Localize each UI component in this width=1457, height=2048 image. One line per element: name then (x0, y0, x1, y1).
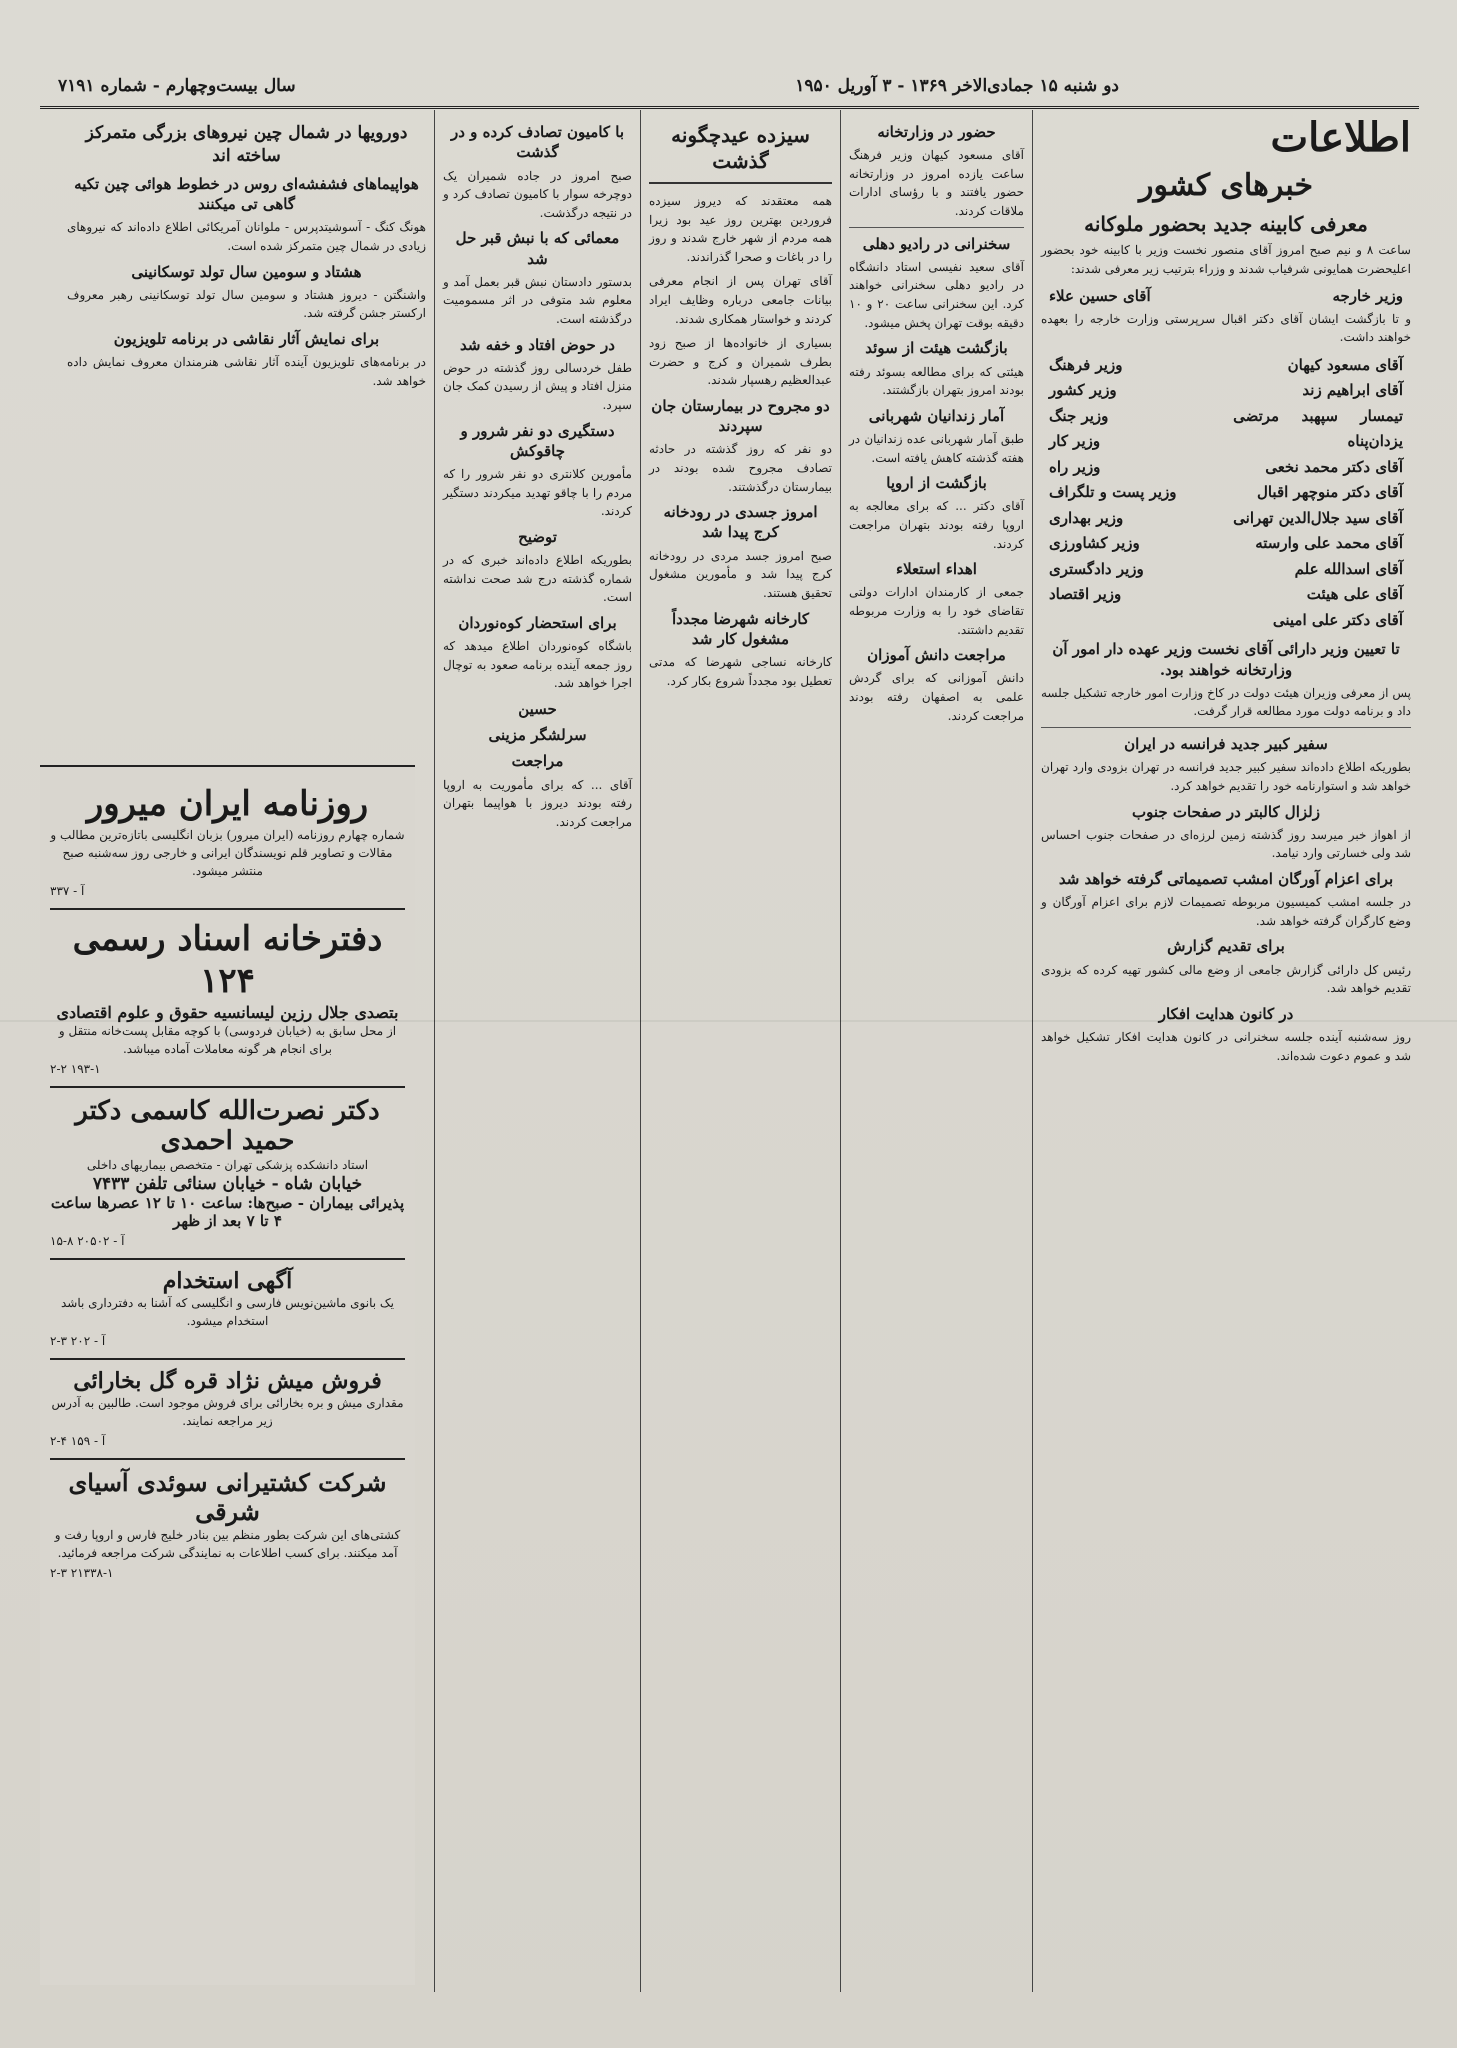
headline-sizdah: سیزده عیدچگونه گذشت (671, 123, 810, 173)
ad-title: روزنامه ایران میرور (86, 784, 369, 824)
cabinet-name: تیمسار سپهبد مرتضی یزدان‌پناه (1233, 406, 1403, 451)
article-paragraph: رئیس کل دارائی گزارش جامعی از وضع مالی کشور تهیه کرده که بزودی تقدیم خواهد شد. (1041, 962, 1411, 996)
ad-subtitle: بتصدی جلال رزین لیسانسیه حقوق و علوم اقتصادی (56, 1002, 399, 1022)
ad-title: دکتر نصرت‌الله کاسمی دکتر حمید احمدی (75, 1095, 380, 1156)
article-paragraph: آقای مسعود کیهان وزیر فرهنگ ساعت یازده امروز در وزارتخانه حضور یافتند و با رؤسای ادارات ملاقات کردند. (849, 148, 1024, 219)
column-country-news (1032, 110, 1419, 1992)
ad-code: آ - ۱۵۹ ۴-۲ (50, 1433, 106, 1448)
ad-address: خیابان شاه - خیابان سنائی تلفن ۷۴۳۳ (92, 1173, 363, 1194)
headline-china: دورویها در شمال چین نیروهای بزرگی متمرکز ساخته اند (85, 123, 408, 166)
article-paragraph: باشگاه کوه‌نوردان اطلاع میدهد که روز جمعه آینده برنامه صعود به توچال اجرا خواهد شد. (443, 639, 632, 691)
article-paragraph: صبح امروز در جاده شمیران یک دوچرخه سوار با کامیون تصادف کرد و در نتیجه درگذشت. (443, 168, 632, 220)
headline: توضیح (518, 527, 557, 546)
cabinet-posts (1049, 353, 1219, 634)
article-paragraph: و تا بازگشت ایشان آقای دکتر اقبال سرپرستی وزارت خارجه را بعهده خواهند داشت. (1041, 311, 1411, 345)
subheadline-china: هواپیماهای فشفشه‌ای روس در خطوط هوائی چین تکیه گاهی تی میکنند (74, 174, 419, 214)
cabinet-post: وزیر پست و تلگراف (1049, 483, 1177, 502)
article-paragraph: آقای تهران پس از انجام معرفی بیانات جامعی درباره وظایف ایراد کردند و خواستار همکاری شدند. (649, 274, 832, 326)
headline: امروز جسدی در رودخانه کرج پیدا شد (663, 503, 818, 542)
ad-hiring (50, 1260, 405, 1360)
ad-shipping (50, 1460, 405, 1590)
cabinet-name: آقای سید جلال‌الدین تهرانی (1233, 508, 1403, 527)
cabinet-post: وزیر فرهنگ (1049, 355, 1123, 374)
cabinet-name: آقای دکتر منوچهر اقبال (1256, 483, 1403, 502)
foreign-minister-line (1041, 284, 1411, 310)
article-paragraph: صبح امروز جسد مردی در رودخانه کرج پیدا شد و مأمورین مشغول تحقیق هستند. (649, 548, 832, 600)
ad-code: ۲-۳ ۲۱۳۳۸-۱ (50, 1565, 114, 1580)
article-paragraph: همه معتقدند که دیروز سیزده فروردین بهترین روز عید بود زیرا همه مردم از شهر خارج شدند و روز را در باغات و صحرا گذراندند. (649, 194, 832, 264)
cabinet-post: وزیر جنگ (1049, 406, 1109, 425)
ad-title: آگهی استخدام (162, 1267, 293, 1294)
cabinet-names (1233, 353, 1403, 634)
headline: برای استحضار کوه‌نوردان (458, 613, 617, 632)
ad-notary (50, 910, 405, 1088)
article-paragraph: دو نفر که روز گذشته در حادثه تصادف مجروح شده بودند در بیمارستان درگذشتند. (649, 442, 832, 494)
ad-iran-mirror (50, 775, 405, 910)
headline: بازگشت هیئت از سوئد (865, 339, 1008, 358)
headline: اهداء استعلاء (896, 560, 977, 579)
cabinet-name: آقای مسعود کیهان (1287, 355, 1403, 374)
ad-title: دفترخانه اسناد رسمی ۱۲۴ (72, 918, 383, 1001)
headline-economy: برای اعزام آورگان امشب تصمیماتی گرفته خواهد شد (1058, 869, 1394, 888)
post-label: وزیر خارجه (1332, 287, 1403, 306)
cabinet-name: آقای دکتر علی امینی (1272, 610, 1403, 629)
article-paragraph: آقای دکتر ... که برای معالجه به اروپا رفته بودند بتهران مراجعت کردند. (849, 499, 1024, 551)
cabinet-name: آقای علی هیئت (1306, 585, 1403, 604)
masthead-logo: اطلاعات (1270, 114, 1411, 161)
article-paragraph: کارخانه نساجی شهرضا که مدتی تعطیل بود مجدداً شروع بکار کرد. (649, 655, 832, 688)
top-dateline-bar (40, 66, 1419, 109)
headline: در حوض افتاد و خفه شد (460, 335, 615, 354)
cabinet-post: وزیر اقتصاد (1049, 585, 1122, 604)
headline-cabinet: معرفی کابینه جدید بحضور ملوکانه (1084, 212, 1368, 236)
headline: دستگیری دو نفر شرور و چاقوکش (460, 421, 615, 460)
headline: آمار زندانیان شهربانی (868, 406, 1005, 425)
article-paragraph: پس از معرفی وزیران هیئت دولت در کاخ وزارت امور خارجه تشکیل جلسه داد و برنامه دولت مورد مطالعه قرار گرفت. (1041, 685, 1411, 719)
ad-title: فروش میش نژاد قره گل بخارائی (73, 1367, 382, 1394)
ad-hours: پذیرائی بیماران - صبح‌ها: ساعت ۱۰ تا ۱۲ عصرها ساعت ۴ تا ۷ بعد از ظهر (50, 1193, 405, 1230)
article-paragraph: واشنگتن - دیروز هشتاد و سومین سال تولد توسکانینی رهبر معروف ارکستر جشن گرفته شد. (67, 287, 426, 321)
column-3 (434, 110, 640, 1992)
cabinet-list (1041, 353, 1411, 634)
ad-body: کشتی‌های این شرکت بطور منظم بین بنادر خلیج فارس و اروپا رفت و آمد میکنند. برای کسب اطلاعات به نمایندگی شرکت مراجعه فرمائید. (54, 1527, 401, 1560)
article-paragraph: از اهواز خبر میرسد روز گذشته زمین لرزه‌ای در صفحات جنوب احساس شد ولی خسارتی وارد نیامد. (1041, 827, 1411, 861)
ad-code: آ - ۲۰۵۰۲ ۸-۱۵ (50, 1233, 125, 1248)
article-paragraph: بطوریکه اطلاع داده‌اند سفیر کبیر جدید فرانسه در تهران بزودی وارد تهران خواهد شد و استوارنامه خود را تقدیم خواهد کرد. (1041, 760, 1411, 793)
article-paragraph: هونگ کنگ - آسوشیتدپرس - ملوانان آمریکائی اطلاع داده‌اند که نیروهای زیادی در شمال چین متمرکز شده است. (67, 220, 426, 253)
article-paragraph: دانش آموزانی که برای گردش علمی به اصفهان رفته بودند مراجعت کردند. (849, 671, 1024, 723)
ad-code: آ - ۳۳۷ (50, 883, 85, 898)
headline: حضور در وزارتخانه (877, 123, 996, 141)
paper-fold-line (0, 1020, 1457, 1022)
section-title: خبرهای کشور (1138, 168, 1314, 203)
article-paragraph: در برنامه‌های تلویزیون آینده آثار نقاشی هنرمندان معروف نمایش داده خواهد شد. (67, 355, 426, 388)
cabinet-post: وزیر بهداری (1049, 508, 1124, 527)
article-paragraph: روز سه‌شنبه آینده جلسه سخنرانی در کانون هدایت افکار تشکیل خواهد شد و عموم دعوت شده‌اند. (1041, 1030, 1411, 1063)
article-paragraph: در جلسه امشب کمیسیون مربوطه تصمیمات لازم برای اعزام آورگان و وضع کارگران گرفته خواهد شد. (1041, 895, 1411, 928)
issue-date: دو شنبه ۱۵ جمادی‌الاخر ۱۳۶۹ - ۳ آوریل ۱۹۵۰ (795, 76, 1119, 96)
ad-body: از محل سابق به (خیابان فردوسی) با کوچه مقابل پست‌خانه منتقل و برای انجام هر گونه معاملات آماده میباشد. (58, 1023, 397, 1056)
article-lead: ساعت ۸ و نیم صبح امروز آقای منصور نخست وزیر با کابینه خود بحضور اعلیحضرت همایونی شرفیاب شدند و وزراء بترتیب زیر معرفی شدند: (1041, 243, 1411, 276)
ad-title: شرکت کشتیرانی سوئدی آسیای شرقی (68, 1467, 387, 1526)
headline: دو مجروح در بیمارستان جان سپردند (651, 396, 830, 436)
issue-volume: سال بیست‌وچهارم - شماره ۷۱۹۱ (58, 76, 296, 96)
ad-sheep (50, 1360, 405, 1460)
minister-name: آقای حسین علاء (1049, 287, 1151, 306)
headline-report: برای تقدیم گزارش (1167, 937, 1285, 956)
cabinet-name: آقای دکتر محمد نخعی (1265, 457, 1403, 476)
signature: حسین (518, 699, 557, 718)
ad-body: مقداری میش و بره بخارائی برای فروش موجود است. طالبین به آدرس زیر مراجعه نمایند. (51, 1395, 404, 1428)
cabinet-post: وزیر کشاورزی (1049, 534, 1140, 553)
headline: مراجعت دانش آموزان (867, 646, 1006, 665)
ad-body: شماره چهارم روزنامه (ایران میرور) بزبان انگلیسی باتازه‌ترین مطالب و مقالات و تصاویر قلم نویسندگان ایرانی و خارجی روز سه‌شنبه صبح منتشر میشود. (50, 827, 405, 878)
cabinet-post: وزیر کار (1049, 432, 1101, 451)
cabinet-name: آقای ابراهیم زند (1302, 381, 1403, 400)
headline: کارخانه شهرضا مجدداً مشغول کار شد (672, 609, 809, 648)
headline-quake: زلزال کالبتر در صفحات جنوب (1132, 802, 1320, 821)
ad-code: آ - ۲۰۲ ۳-۲ (50, 1333, 106, 1348)
ad-code: ۲-۲ ۱۹۳-۱ (50, 1061, 101, 1076)
article-paragraph: طفل خردسالی روز گذشته در حوض منزل افتاد و پیش از رسیدن کمک جان سپرد. (443, 360, 632, 412)
cabinet-name: آقای محمد علی وارسته (1255, 534, 1403, 553)
headline: بازگشت از اروپا (886, 474, 987, 493)
divider (1041, 727, 1411, 728)
column-5 (840, 110, 1032, 1992)
headline: با کامیون تصادف کرده و در گذشت (451, 123, 624, 162)
column-4 (640, 110, 840, 1992)
article-paragraph: مأمورین کلانتری دو نفر شرور را که مردم را با چاقو تهدید میکردند دستگیر کردند. (443, 467, 632, 519)
headline: مراجعت (511, 752, 564, 771)
signature: سرلشگر مزینی (488, 726, 587, 745)
divider (849, 227, 1024, 228)
ads-block (40, 765, 415, 1985)
cabinet-post: وزیر راه (1049, 457, 1101, 476)
article-paragraph: بسیاری از خانواده‌ها از صبح زود بطرف شمیران و کرج و حضرت عبدالعظیم رهسپار شدند. (649, 336, 832, 388)
article-paragraph: آقای ... که برای مأموریت به اروپا رفته بودند دیروز با هواپیما بتهران مراجعت کردند. (443, 777, 632, 829)
divider (649, 182, 832, 184)
cabinet-post: وزیر دادگستری (1049, 559, 1144, 578)
cabinet-footer: تا تعیین وزیر دارائی آقای نخست وزیر عهده دار امور آن وزارتخانه خواهند بود. (1052, 640, 1400, 679)
headline-toscanini: هشتاد و سومین سال تولد توسکانینی (131, 262, 362, 281)
cabinet-name: آقای اسدالله علم (1294, 559, 1403, 578)
headline-painting: برای نمایش آثار نقاشی در برنامه تلویزیون (113, 330, 380, 348)
article-paragraph: جمعی از کارمندان ادارات دولتی تقاضای خود را به وزارت مربوطه تقدیم داشتند. (849, 585, 1024, 637)
headline-ideas: در کانون هدایت افکار (1158, 1004, 1294, 1023)
article-paragraph: بدستور دادستان نبش قبر بعمل آمد و معلوم شد متوفی در اثر مسمومیت درگذشته است. (443, 274, 632, 326)
article-paragraph: طبق آمار شهربانی عده زندانیان در هفته گذشته کاهش یافته است. (849, 431, 1024, 465)
article-paragraph: آقای سعید نفیسی استاد دانشگاه در رادیو دهلی سخنرانی خواهند کرد. این سخنرانی ساعت ۲۰ و ۱۰ دقیقه بوقت تهران پخش میشود. (849, 259, 1024, 330)
headline: معمائی که با نبش قبر حل شد (455, 229, 620, 268)
headline: سخنرانی در رادیو دهلی (862, 234, 1011, 253)
article-paragraph: بطوریکه اطلاع داده‌اند خبری که در شماره گذشته درج شد صحت نداشته است. (443, 553, 632, 605)
ad-body: استاد دانشکده پزشکی تهران - متخصص بیماریهای داخلی (86, 1157, 369, 1172)
headline-france: سفیر کبیر جدید فرانسه در ایران (1124, 735, 1328, 754)
article-paragraph: هیئتی که برای مطالعه بسوئد رفته بودند امروز بتهران بازگشتند. (849, 364, 1024, 398)
ad-doctors (50, 1088, 405, 1260)
ad-body: یک بانوی ماشین‌نویس فارسی و انگلیسی که آشنا به دفترداری باشد استخدام میشود. (61, 1295, 394, 1328)
cabinet-post: وزیر کشور (1049, 381, 1117, 400)
